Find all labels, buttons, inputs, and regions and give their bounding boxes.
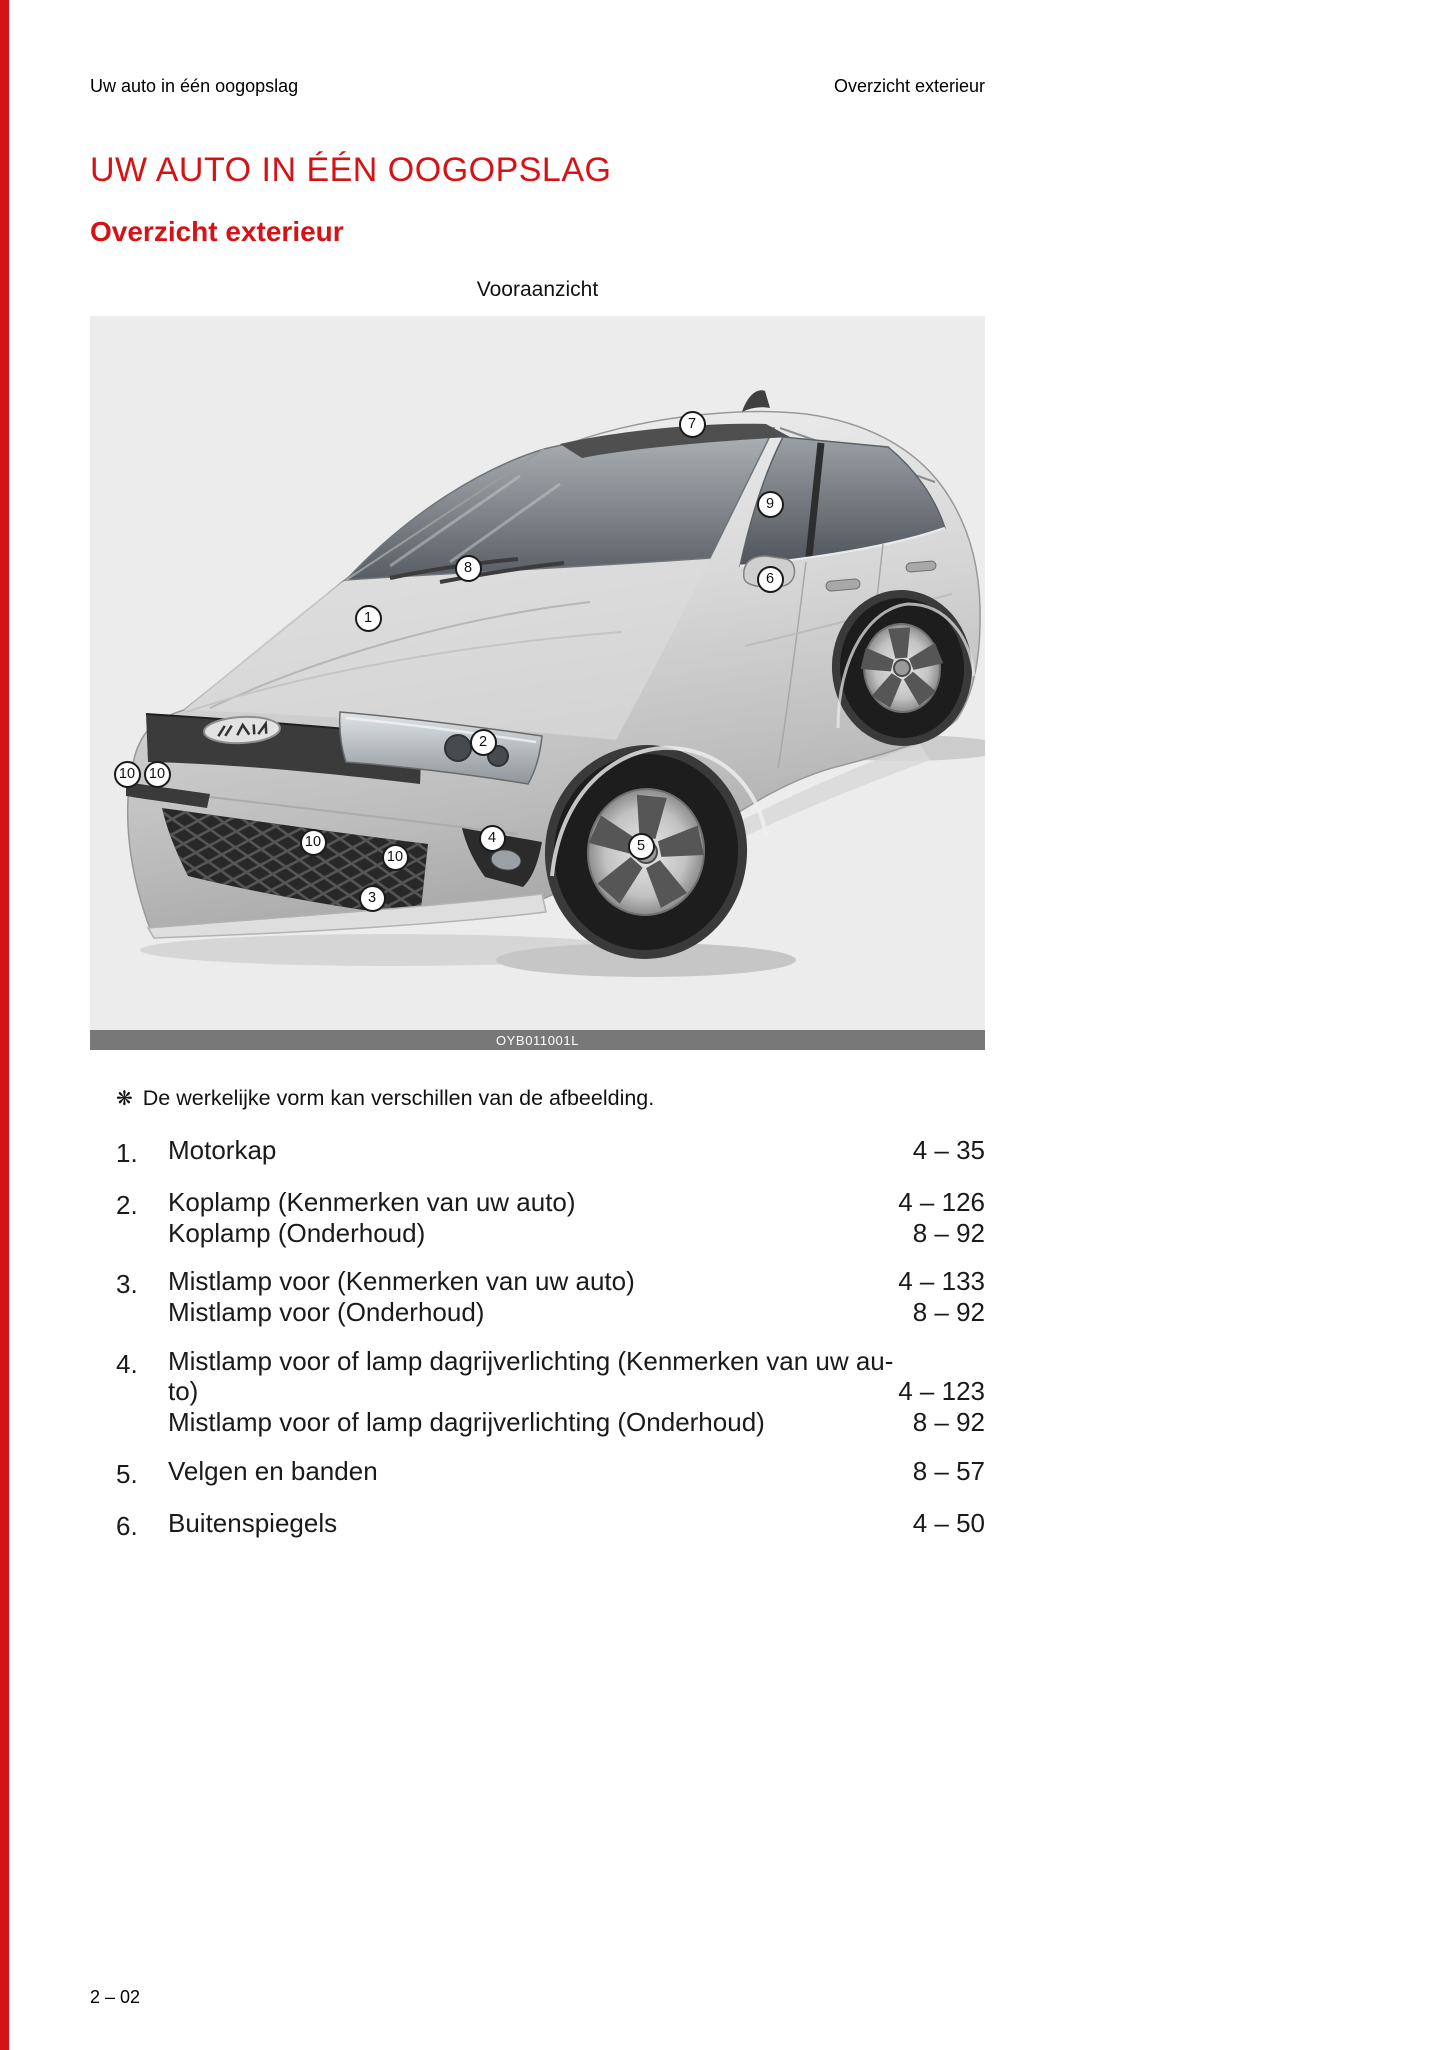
callout-7: 7 <box>679 411 706 438</box>
running-header-right: Overzicht exterieur <box>833 76 985 96</box>
item-row <box>168 1135 985 1166</box>
callout-5: 5 <box>628 833 655 860</box>
item-text: to) <box>168 1376 199 1407</box>
item-text: Mistlamp voor of lamp dagrijverlichting (Onderhoud) <box>168 1407 765 1438</box>
index-item <box>116 1135 985 1169</box>
item-page-ref: 8 – 57 <box>912 1455 985 1486</box>
callout-2: 2 <box>470 729 497 756</box>
callout-6: 6 <box>757 566 784 593</box>
index-item <box>116 1508 985 1542</box>
page-content <box>90 0 985 1560</box>
figure-canvas <box>90 316 985 1030</box>
index-item <box>116 1266 985 1327</box>
figure-note <box>90 1086 985 1111</box>
item-text: Velgen en banden <box>168 1455 378 1486</box>
callout-10: 10 <box>144 761 171 788</box>
figure-code-bar <box>90 1030 985 1050</box>
item-number: 1. <box>116 1138 138 1168</box>
item-page-ref: 8 – 92 <box>912 1217 985 1248</box>
item-page-ref: 4 – 50 <box>912 1507 985 1538</box>
page-number: 2 – 02 <box>90 1987 141 2007</box>
callout-9: 9 <box>757 491 784 518</box>
note-text: De werkelijke vorm kan verschillen van de afbeelding. <box>142 1086 655 1110</box>
item-row <box>168 1508 985 1539</box>
item-text: Koplamp (Onderhoud) <box>168 1217 426 1248</box>
item-text: Mistlamp voor (Onderhoud) <box>168 1297 485 1328</box>
item-row <box>168 1456 985 1487</box>
item-number: 4. <box>116 1348 138 1379</box>
index-item <box>116 1346 985 1438</box>
note-asterisk-icon: ❋ <box>116 1088 133 1110</box>
item-page-ref: 4 – 126 <box>898 1187 985 1217</box>
item-text: Mistlamp voor (Kenmerken van uw auto) <box>168 1266 635 1297</box>
item-number: 5. <box>116 1458 138 1489</box>
item-row <box>168 1376 985 1407</box>
chapter-title: UW AUTO IN ÉÉN OOGOPSLAG <box>90 151 612 189</box>
item-row <box>168 1346 985 1377</box>
callout-1: 1 <box>355 605 382 632</box>
page-edge-accent-bar <box>0 0 9 2050</box>
item-page-ref: 4 – 123 <box>898 1376 985 1407</box>
index-item <box>116 1187 985 1248</box>
item-number: 6. <box>116 1510 138 1541</box>
running-header-left: Uw auto in één oogopslag <box>90 76 299 96</box>
item-page-ref: 8 – 92 <box>912 1297 985 1328</box>
item-row <box>168 1297 985 1328</box>
callout-3: 3 <box>359 885 386 912</box>
callout-4: 4 <box>479 825 506 852</box>
figure-title: Vooraanzicht <box>476 278 599 301</box>
item-text: Koplamp (Kenmerken van uw auto) <box>168 1187 576 1217</box>
exterior-index-list <box>90 1135 985 1542</box>
item-row <box>168 1266 985 1297</box>
callout-10: 10 <box>382 844 409 871</box>
item-text: Mistlamp voor of lamp dagrijverlichting (Kenmerken van uw au- <box>168 1345 894 1376</box>
item-page-ref: 4 – 35 <box>912 1135 985 1165</box>
item-row <box>168 1407 985 1438</box>
item-row <box>168 1187 985 1218</box>
running-header <box>90 0 985 97</box>
car-figure <box>90 316 985 1050</box>
section-title: Overzicht exterieur <box>90 216 344 247</box>
item-row <box>168 1218 985 1249</box>
figure-code: OYB011001L <box>495 1032 580 1048</box>
callout-10: 10 <box>114 761 141 788</box>
item-text: Buitenspiegels <box>168 1507 338 1538</box>
callout-8: 8 <box>455 555 482 582</box>
item-text: Motorkap <box>168 1135 277 1165</box>
car-illustration <box>90 316 985 1030</box>
item-number: 3. <box>116 1269 138 1300</box>
index-item <box>116 1456 985 1490</box>
callout-10: 10 <box>300 829 327 856</box>
item-number: 2. <box>116 1190 138 1220</box>
item-page-ref: 8 – 92 <box>912 1407 985 1438</box>
item-page-ref: 4 – 133 <box>898 1266 985 1297</box>
